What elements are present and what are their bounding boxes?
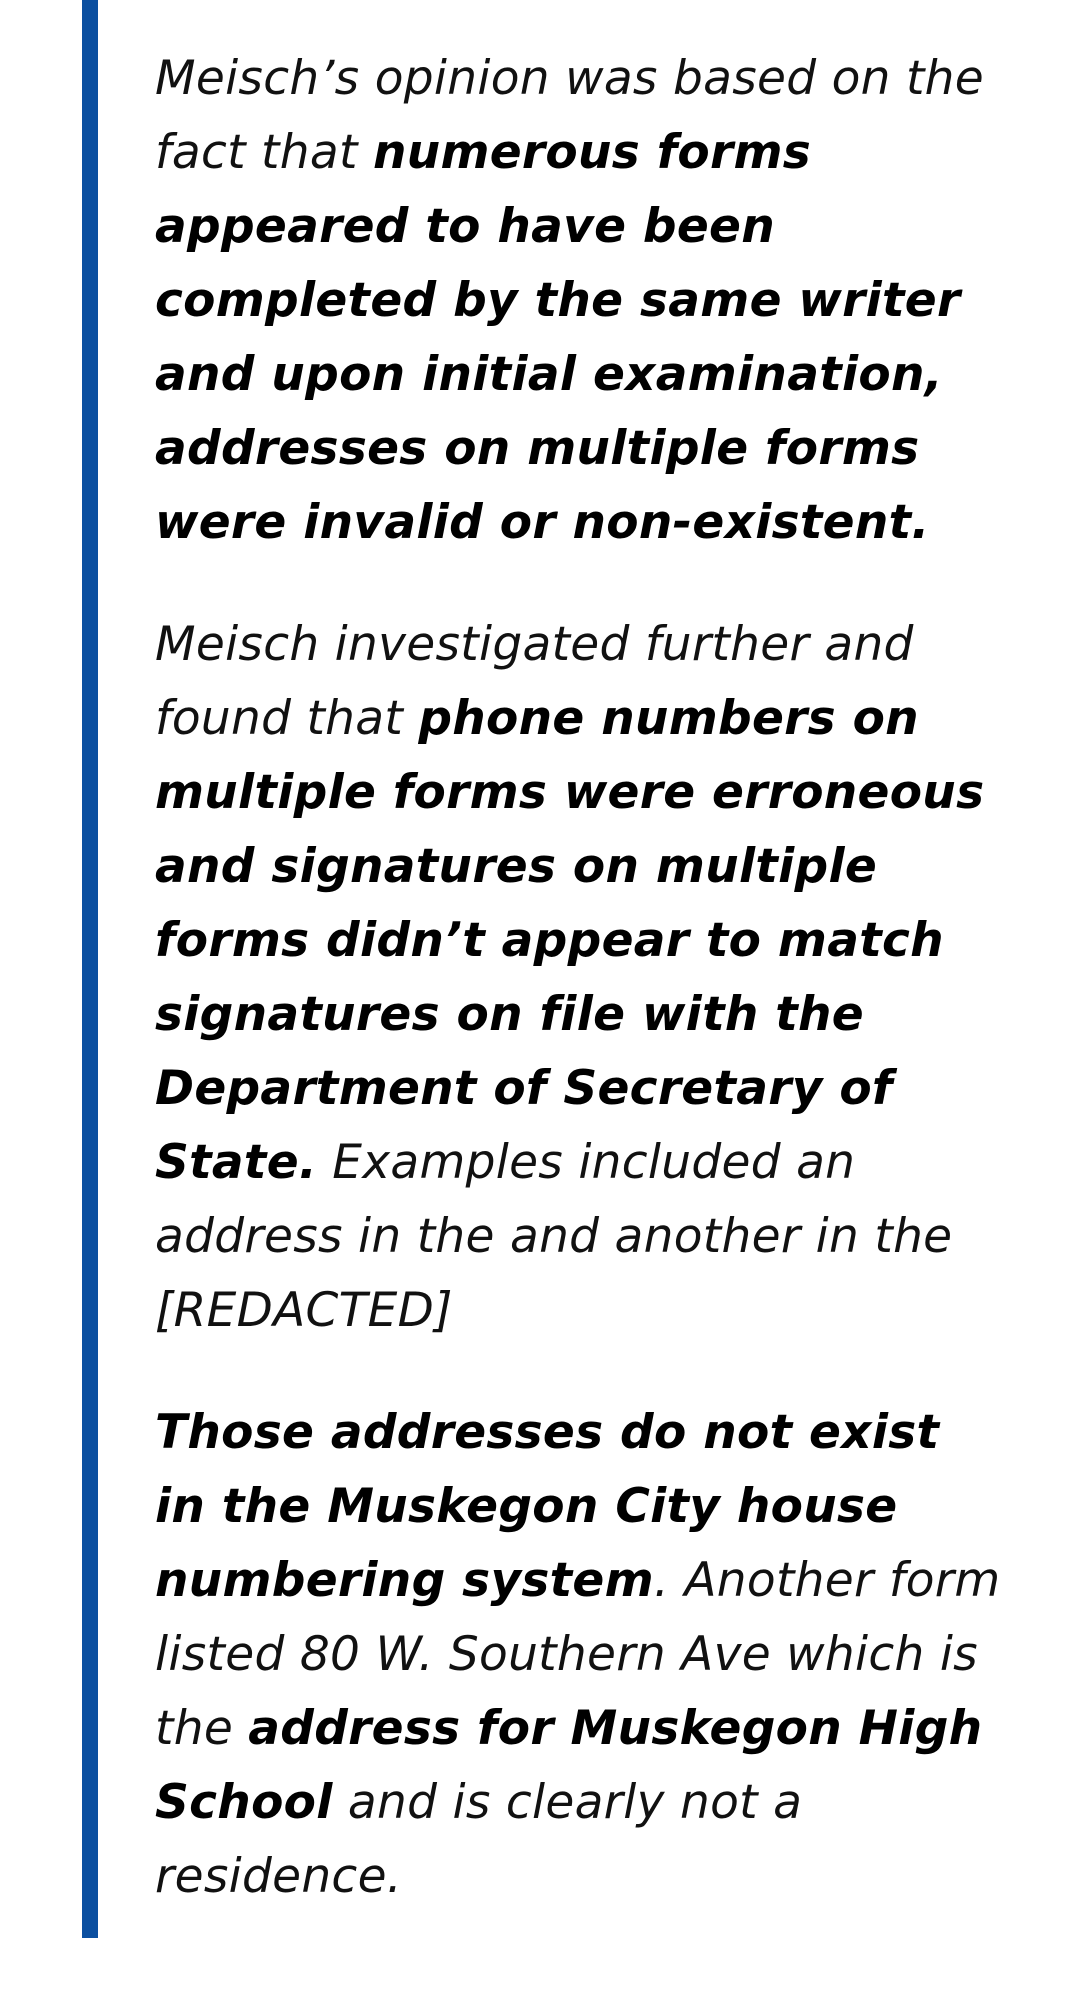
paragraph-text: Meisch’s opinion was based on the fact that — [155, 51, 984, 180]
blockquote — [82, 0, 1002, 1938]
paragraph-text: . Another form listed 80 W. Southern Ave which is the — [155, 1553, 1001, 1756]
emphasis-text: address for Muskegon High School — [155, 1701, 983, 1830]
quote-paragraph-3 — [155, 1396, 1002, 1914]
quote-paragraph-2 — [155, 608, 1002, 1348]
emphasis-text: numerous forms appeared to have been completed by the same writer and upon initial examination, addresses on multiple forms were invalid or non-existent. — [155, 125, 961, 550]
quote-paragraph-1 — [155, 42, 1002, 560]
emphasis-text: Those addresses do not exist in the Muskegon City house numbering system — [155, 1405, 940, 1608]
paragraph-text: Meisch investigated further and found that — [155, 617, 914, 746]
emphasis-text: phone numbers on multiple forms were erroneous and signatures on multiple forms didn’t appear to match signatures on file with the Department of Secretary of State. — [155, 691, 985, 1190]
paragraph-text: and is clearly not a residence. — [155, 1775, 803, 1904]
paragraph-text: Examples included an address in the and another in the [REDACTED] — [155, 1135, 953, 1338]
